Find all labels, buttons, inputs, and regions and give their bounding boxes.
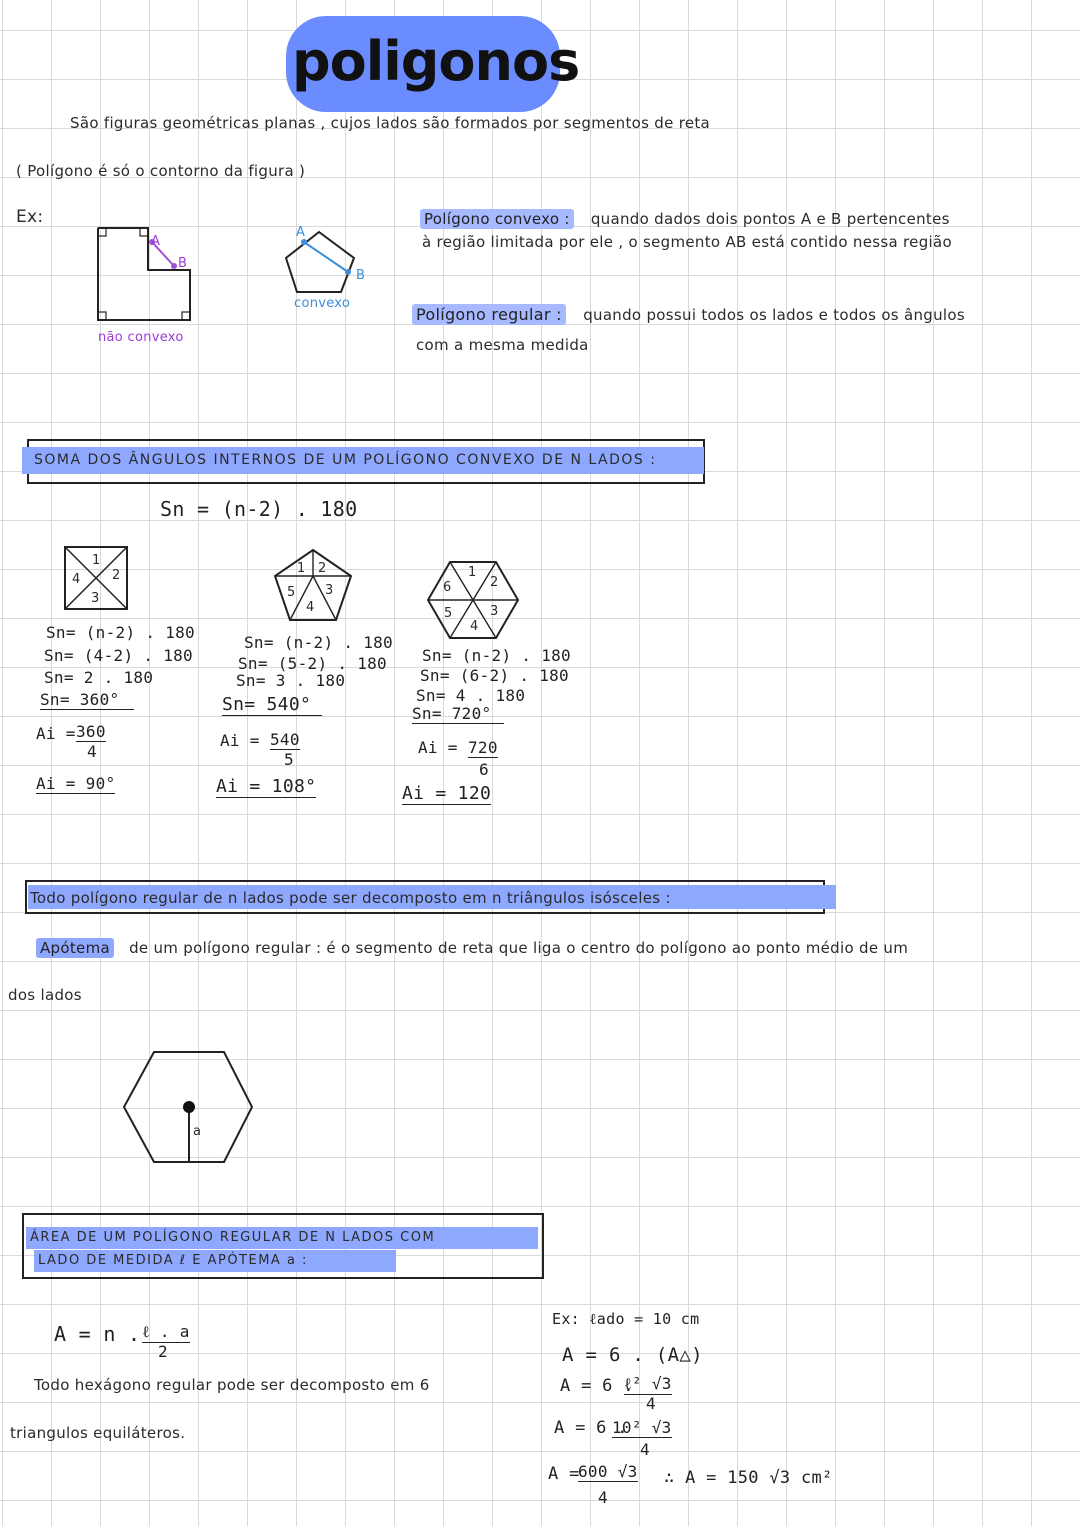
note-text: ( Polígono é só o contorno da figura ) — [16, 162, 306, 180]
nonconvex-point-b: B — [178, 256, 188, 271]
hexagon-label-5: 5 — [444, 606, 453, 621]
example-result: ∴ A = 150 √3 cm² — [664, 1468, 833, 1488]
page-title: poligonos — [292, 30, 580, 93]
example-line-1: A = 6 . (A△) — [562, 1344, 703, 1366]
example-line-2-denominator: 4 — [646, 1394, 656, 1413]
square-line-3: Sn= 2 . 180 — [44, 668, 154, 687]
hexagon-ai-result: Ai = 120 — [402, 783, 492, 804]
pentagon-line-2: Sn= (5-2) . 180 — [238, 654, 387, 673]
example-line-4-denominator: 4 — [598, 1488, 608, 1507]
square-ai-denominator: 4 — [87, 742, 97, 761]
hexagon-label-1: 1 — [468, 565, 477, 580]
square-ai-label: Ai = — [36, 724, 76, 743]
apothem-definition-line-1 — [36, 939, 908, 957]
square-label-3: 3 — [91, 591, 100, 606]
square-ai-result: Ai = 90° — [36, 774, 116, 793]
example-given: Ex: ℓado = 10 cm — [552, 1310, 700, 1328]
convex-label: convexo — [294, 296, 351, 311]
hexagon-ai-numerator: 720 — [468, 738, 498, 757]
apothem-hexagon-figure — [122, 1050, 256, 1164]
hexagon-ai-label: Ai = — [418, 738, 458, 757]
convex-definition-text-1: quando dados dois pontos A e B pertencentes — [590, 210, 950, 228]
hexagon-line-4: Sn= 720° — [412, 704, 504, 724]
apothem-text-1: de um polígono regular : é o segmento de reta que liga o centro do polígono ao ponto médio de um — [129, 939, 909, 957]
regular-definition-text-2: com a mesma medida — [416, 336, 589, 354]
hexagon-label-3: 3 — [490, 604, 499, 619]
example-line-3-left: A = 6 . — [554, 1418, 628, 1438]
nonconvex-label: não convexo — [98, 330, 184, 345]
example-line-4-left: A = — [548, 1464, 580, 1484]
square-line-2: Sn= (4-2) . 180 — [44, 646, 193, 665]
regular-definition-tag: Polígono regular : — [412, 304, 566, 325]
nonconvex-polygon-figure — [90, 220, 210, 330]
pentagon-label-2: 2 — [318, 561, 327, 576]
square-ai-numerator: 360 — [76, 722, 106, 741]
hexagon-ai-denominator: 6 — [479, 760, 489, 779]
area-formula-left: A = n . — [54, 1322, 141, 1346]
pentagon-line-1: Sn= (n-2) . 180 — [244, 633, 393, 652]
sum-formula: Sn = (n-2) . 180 — [160, 497, 358, 521]
square-label-1: 1 — [92, 553, 101, 568]
pentagon-line-4: Sn= 540° — [222, 694, 322, 716]
example-line-4-numerator: 600 √3 — [578, 1462, 638, 1481]
hexagon-line-1: Sn= (n-2) . 180 — [422, 646, 571, 665]
regular-definition-text-1: quando possui todos os lados e todos os ângulos — [583, 306, 965, 324]
pentagon-line-3: Sn= 3 . 180 — [236, 671, 346, 690]
hexagon-decompose-text-2: triangulos equiláteros. — [10, 1424, 186, 1442]
apothem-label: a — [193, 1124, 202, 1139]
convex-definition-tag: Polígono convexo : — [420, 209, 574, 229]
convex-pentagon-figure — [282, 228, 362, 298]
area-heading-line-2: LADO DE MEDIDA ℓ E APÓTEMA a : — [38, 1253, 308, 1268]
example-line-3-numerator: 10² √3 — [612, 1418, 672, 1437]
square-line-1: Sn= (n-2) . 180 — [46, 623, 195, 642]
nonconvex-point-a: A — [151, 234, 161, 249]
hexagon-label-4: 4 — [470, 619, 479, 634]
example-line-2-left: A = 6 . — [560, 1376, 634, 1396]
hexagon-label-6: 6 — [443, 580, 452, 595]
example-label: Ex: — [16, 207, 44, 227]
hexagon-line-3: Sn= 4 . 180 — [416, 686, 526, 705]
pentagon-ai-label: Ai = — [220, 731, 260, 750]
area-formula-denominator: 2 — [158, 1342, 168, 1361]
pentagon-label-1: 1 — [297, 561, 306, 576]
hexagon-decompose-text-1: Todo hexágono regular pode ser decomposto em 6 — [34, 1376, 430, 1394]
pentagon-ai-result: Ai = 108° — [216, 776, 317, 797]
hexagon-line-2: Sn= (6-2) . 180 — [420, 666, 569, 685]
convex-definition-line-1 — [420, 210, 950, 228]
definition-text: São figuras geométricas planas , cujos lados são formados por segmentos de reta — [70, 114, 711, 132]
convex-definition-text-2: à região limitada por ele , o segmento AB está contido nessa região — [422, 233, 952, 251]
hexagon-label-2: 2 — [490, 575, 499, 590]
pentagon-ai-numerator: 540 — [270, 730, 300, 749]
regular-definition-line-1 — [412, 305, 965, 324]
area-formula-numerator: ℓ . a — [142, 1322, 190, 1341]
convex-point-b: B — [356, 268, 366, 283]
square-label-4: 4 — [72, 572, 81, 587]
square-label-2: 2 — [112, 568, 121, 583]
pentagon-label-5: 5 — [287, 585, 296, 600]
apothem-tag: Apótema — [36, 938, 114, 958]
page-title-highlight — [292, 22, 580, 106]
sum-heading: SOMA DOS ÂNGULOS INTERNOS DE UM POLÍGONO CONVEXO DE N LADOS : — [34, 452, 657, 468]
apothem-text-2: dos lados — [8, 986, 82, 1004]
decompose-heading: Todo polígono regular de n lados pode ser decomposto em n triângulos isósceles : — [30, 889, 671, 907]
square-line-4: Sn= 360° — [40, 690, 134, 710]
pentagon-label-3: 3 — [325, 583, 334, 598]
example-line-2-numerator: ℓ² √3 — [624, 1374, 672, 1393]
pentagon-ai-denominator: 5 — [284, 750, 294, 769]
convex-point-a: A — [296, 225, 306, 240]
pentagon-label-4: 4 — [306, 600, 315, 615]
area-heading-line-1: ÁREA DE UM POLÍGONO REGULAR DE N LADOS COM — [30, 1230, 436, 1245]
example-line-3-denominator: 4 — [640, 1440, 650, 1459]
